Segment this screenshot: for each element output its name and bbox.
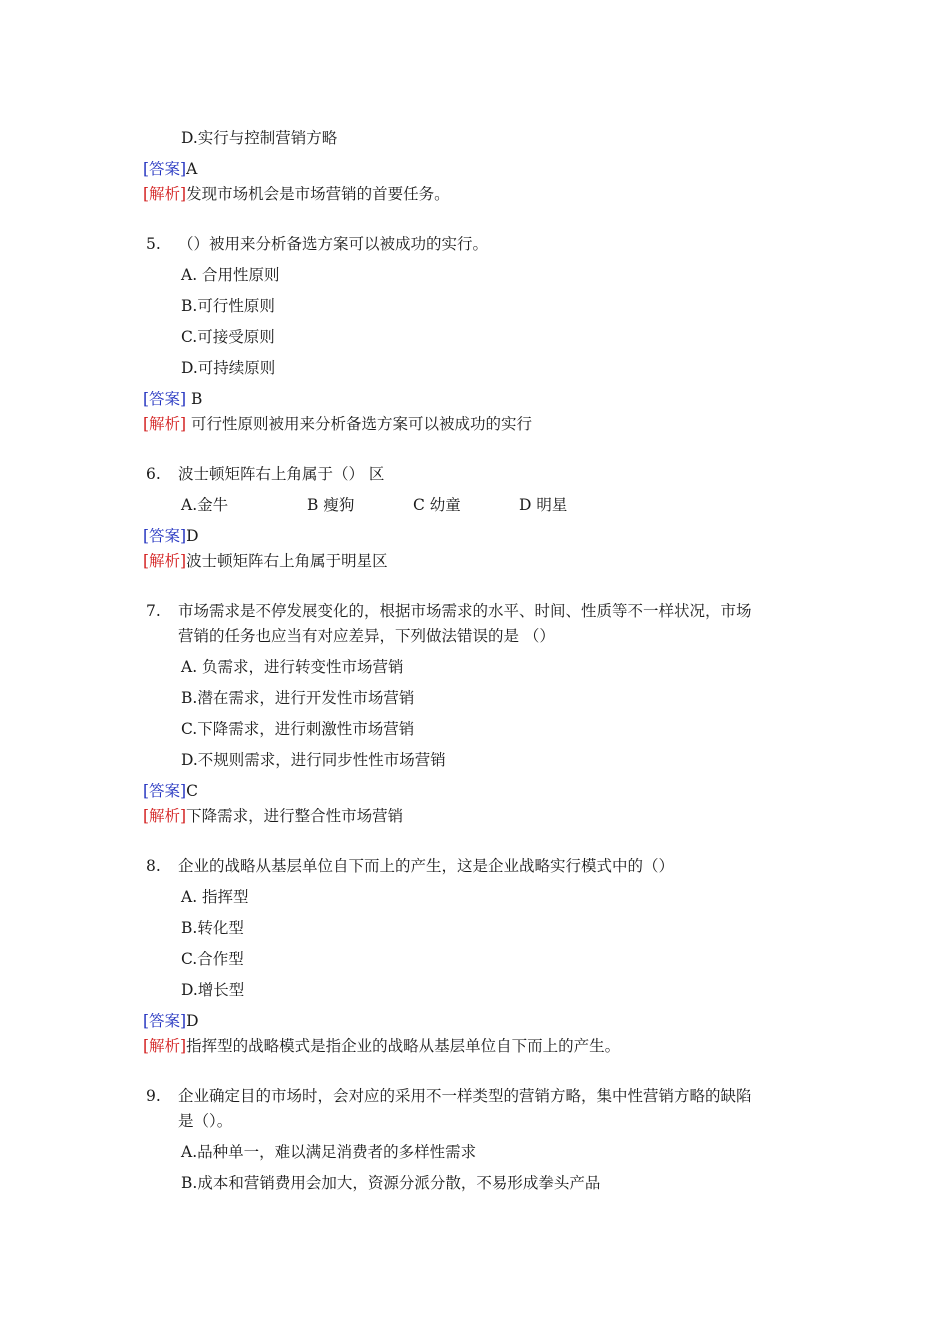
- option-c: C.可接受原则: [181, 328, 275, 346]
- explanation: [143, 414, 532, 434]
- option-d: D 明星: [519, 496, 568, 514]
- option-b: B.可行性原则: [181, 297, 275, 315]
- option-c: C.下降需求，进行刺激性市场营销: [181, 720, 415, 738]
- option-b: B 瘦狗: [307, 496, 355, 514]
- explanation-text: 指挥型的战略模式是指企业的战略从基层单位自下而上的产生。: [186, 1037, 621, 1055]
- question-number: 7.: [146, 602, 161, 620]
- explanation-tag: [解析]: [143, 415, 187, 433]
- answer-tag: [答案]: [143, 1012, 187, 1030]
- explanation-tag: [解析]: [143, 185, 187, 203]
- answer-value: A: [186, 160, 198, 178]
- option-b: B.成本和营销费用会加大，资源分派分散，不易形成拳头产品: [181, 1174, 601, 1192]
- answer-value: D: [186, 527, 199, 545]
- inline-options: [0, 495, 950, 515]
- option-a: A.品种单一，难以满足消费者的多样性需求: [181, 1143, 477, 1161]
- explanation-text: 下降需求，进行整合性市场营销: [186, 807, 404, 825]
- option-b: B.转化型: [181, 919, 244, 937]
- option-a: A. 合用性原则: [181, 266, 280, 284]
- option-d: D.可持续原则: [181, 359, 276, 377]
- prev-answer: [143, 159, 197, 179]
- answer: [143, 781, 198, 801]
- answer-tag: [答案]: [143, 527, 187, 545]
- option-a: A. 负需求，进行转变性市场营销: [181, 658, 404, 676]
- option-c: C 幼童: [413, 496, 461, 514]
- question-number: 8.: [146, 857, 161, 875]
- option-b: B.潜在需求，进行开发性市场营销: [181, 689, 415, 707]
- explanation-text: 可行性原则被用来分析备选方案可以被成功的实行: [186, 415, 533, 433]
- prev-explanation: [143, 184, 450, 204]
- question-text: （）被用来分析备选方案可以被成功的实行。: [178, 235, 489, 253]
- explanation-text: 波士顿矩阵右上角属于明星区: [186, 552, 388, 570]
- answer: [143, 526, 199, 546]
- explanation-tag: [解析]: [143, 552, 187, 570]
- option-a: A. 指挥型: [181, 888, 249, 906]
- question-text-line-1: 企业确定目的市场时，会对应的采用不一样类型的营销方略，集中性营销方略的缺陷: [178, 1087, 752, 1105]
- option-c: C.合作型: [181, 950, 244, 968]
- option-d: D.增长型: [181, 981, 245, 999]
- answer: [143, 389, 202, 409]
- answer-value: B: [186, 390, 203, 408]
- prev-option-d: D.实行与控制营销方略: [181, 129, 338, 147]
- explanation-tag: [解析]: [143, 1037, 187, 1055]
- explanation-tag: [解析]: [143, 807, 187, 825]
- answer-value: C: [186, 782, 198, 800]
- question-text-line-1: 市场需求是不停发展变化的，根据市场需求的水平、时间、性质等不一样状况，市场: [178, 602, 752, 620]
- answer-tag: [答案]: [143, 160, 187, 178]
- option-a: A.金牛: [181, 496, 229, 514]
- question-text-line-2: 是（）。: [178, 1112, 233, 1130]
- explanation: [143, 551, 388, 571]
- option-d: D.不规则需求，进行同步性性市场营销: [181, 751, 446, 769]
- explanation: [143, 806, 403, 826]
- answer-value: D: [186, 1012, 199, 1030]
- answer-tag: [答案]: [143, 782, 187, 800]
- explanation: [143, 1036, 620, 1056]
- answer: [143, 1011, 199, 1031]
- question-number: 9.: [146, 1087, 161, 1105]
- explanation-text: 发现市场机会是市场营销的首要任务。: [186, 185, 450, 203]
- question-number: 5.: [146, 235, 161, 253]
- answer-tag: [答案]: [143, 390, 187, 408]
- question-text: 波士顿矩阵右上角属于（） 区: [178, 465, 385, 483]
- question-number: 6.: [146, 465, 161, 483]
- question-text: 企业的战略从基层单位自下而上的产生，这是企业战略实行模式中的（）: [178, 857, 675, 875]
- question-text-line-2: 营销的任务也应当有对应差异，下列做法错误的是 （）: [178, 627, 555, 645]
